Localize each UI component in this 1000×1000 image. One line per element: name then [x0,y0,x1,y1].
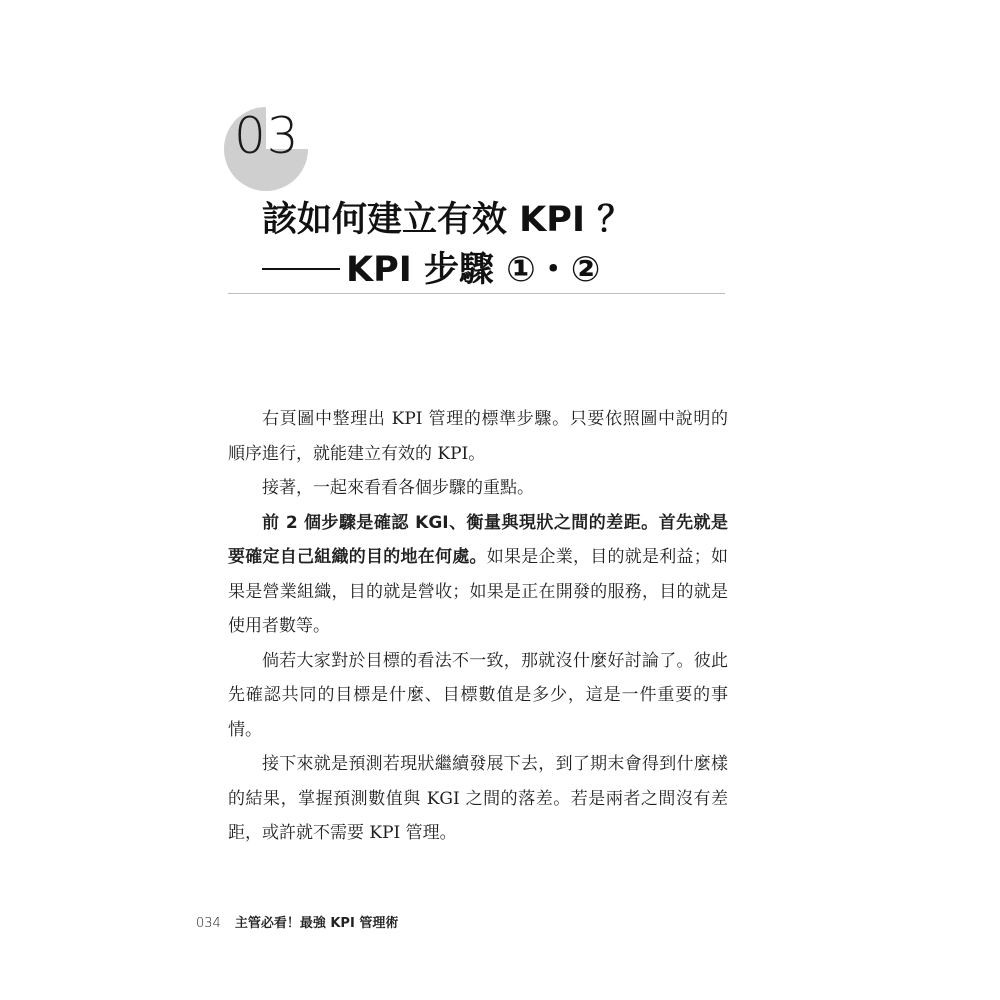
page-number: 034 [196,916,221,931]
chapter-title-line-1: 該如何建立有效 KPI ？ [262,200,633,240]
body-text [228,402,728,851]
paragraph-3-rest: 如果是企業，目的就是利益；如果是營業組織，目的就是營收；如果是正在開發的服務，目的就是使用者數等。 [228,547,728,636]
chapter-subtitle: KPI 步驟 ①・② [346,250,601,290]
paragraph-3-bold: 前 2 個步驟是確認 KGI、衡量與現狀之間的差距。首先就是要確定自己組織的目的地在何處。 [228,512,728,567]
paragraph-5: 接下來就是預測若現狀繼續發展下去，到了期末會得到什麼樣的結果，掌握預測數值與 KGI 之間的落差。若是兩者之間沒有差距，或許就不需要 KPI 管理。 [228,754,728,843]
chapter-title-line-2 [262,248,600,292]
em-dash-rule [262,268,340,270]
title-divider [228,293,725,294]
paragraph-3 [228,506,728,644]
paragraph-4: 倘若大家對於目標的看法不一致，那就沒什麼好討論了。彼此先確認共同的目標是什麼、目標數值是多少，這是一件重要的事情。 [228,650,728,740]
chapter-number: 03 [234,107,300,165]
paragraph-1: 右頁圖中整理出 KPI 管理的標準步驟。只要依照圖中說明的順序進行，就能建立有效的 KPI。 [228,409,728,464]
paragraph-2: 接著，一起來看看各個步驟的重點。 [262,478,534,498]
page-footer [196,915,398,933]
book-title: 主管必看！最強 KPI 管理術 [234,916,399,931]
